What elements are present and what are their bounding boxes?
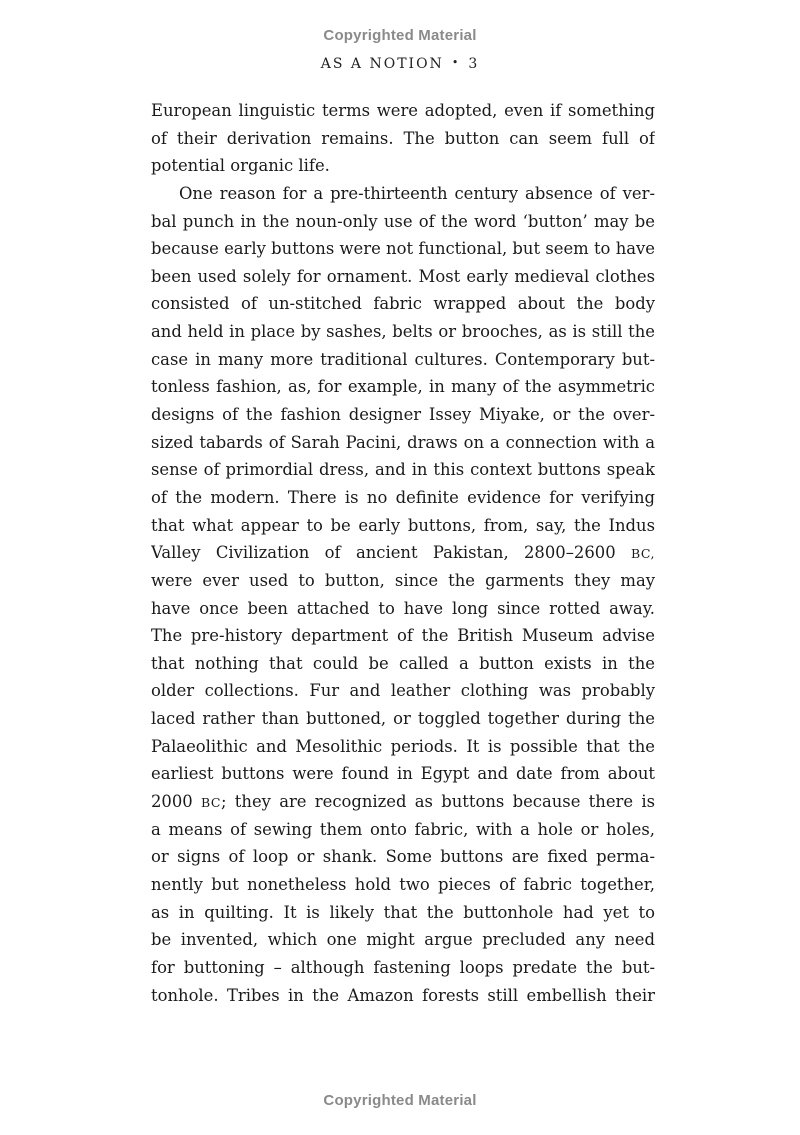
copyright-watermark-top: Copyrighted Material [323,27,477,44]
text-line: tonhole. Tribes in the Amazon forests still embellish their [151,985,655,1005]
running-head [0,56,800,72]
text-line: The pre-history department of the British Museum advise [151,626,655,646]
text-line: have once been attached to have long since rotted away. [151,598,655,618]
text-line: case in many more traditional cultures. Contemporary but- [151,349,655,369]
text-line [151,788,655,816]
text-line: as in quilting. It is likely that the buttonhole had yet to [151,902,655,922]
text-line: sense of primordial dress, and in this context buttons speak [151,460,655,480]
text-line: and held in place by sashes, belts or brooches, as is still the [151,322,655,342]
text-line: potential organic life. [151,156,330,176]
text-line: were ever used to button, since the garments they may [151,570,655,590]
text-line: of the modern. There is no definite evidence for verifying [151,487,655,507]
text-line: for buttoning – although fastening loops predate the but- [151,957,655,977]
text-line: a means of sewing them onto fabric, with a hole or holes, [151,819,655,839]
text-line: that nothing that could be called a button exists in the [151,653,655,673]
body-text [151,97,655,1009]
text-line: consisted of un-stitched fabric wrapped about the body [151,294,655,314]
text-line: of their derivation remains. The button can seem full of [151,128,655,148]
text-line: bal punch in the noun-only use of the word ‘button’ may be [151,211,655,231]
running-head-title: AS A NOTION [320,56,444,72]
text-line: earliest buttons were found in Egypt and date from about [151,764,655,784]
text-line-segment: 2000 [151,792,193,812]
page-number: 3 [468,56,480,72]
text-line: laced rather than buttoned, or toggled together during the [151,709,655,729]
text-line: sized tabards of Sarah Pacini, draws on a connection with a [151,432,655,452]
text-line: tonless fashion, as, for example, in many of the asymmetric [151,377,655,397]
text-line: European linguistic terms were adopted, even if something [151,101,655,120]
copyright-watermark-bottom: Copyrighted Material [323,1092,477,1109]
text-line: nently but nonetheless hold two pieces of fabric together, [151,874,655,894]
running-head-separator: • [451,56,461,69]
text-line [151,539,655,567]
text-line-segment: ; they are recognized as buttons because there is [221,792,655,812]
text-line: because early buttons were not functional, but seem to have [151,239,655,259]
small-caps-era: BC [201,795,221,811]
small-caps-era: BC, [631,546,655,562]
text-line: or signs of loop or shank. Some buttons are fixed perma- [151,847,655,867]
text-line: Palaeolithic and Mesolithic periods. It is possible that the [151,736,655,756]
text-line: One reason for a pre-thirteenth century absence of ver- [179,183,655,203]
text-line-segment: Valley Civilization of ancient Pakistan, 2800–2600 [151,543,616,563]
text-line: designs of the fashion designer Issey Miyake, or the over- [151,405,655,425]
text-line: older collections. Fur and leather clothing was probably [151,681,655,701]
text-line: been used solely for ornament. Most early medieval clothes [151,266,655,286]
text-line: that what appear to be early buttons, from, say, the Indus [151,515,655,535]
text-line: be invented, which one might argue precluded any need [151,930,655,950]
